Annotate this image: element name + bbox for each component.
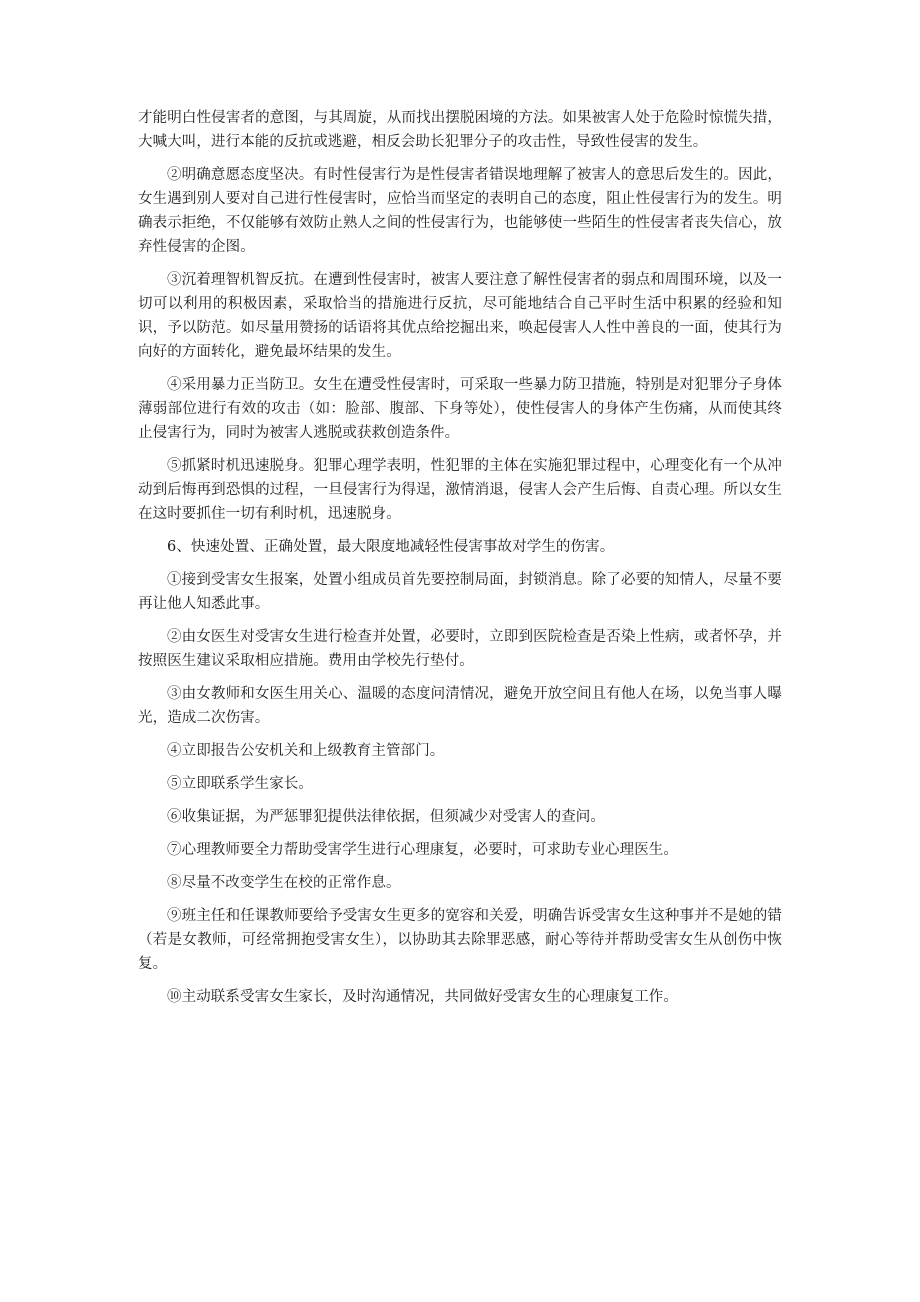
document-body — [138, 106, 782, 1018]
paragraph-item-4-self-defense: ④采用暴力正当防卫。女生在遭受性侵害时，可采取一些暴力防卫措施，特别是对犯罪分子身体薄弱部位进行有效的攻击（如：脸部、腹部、下身等处），使性侵害人的身体产生伤痛，从而使其终止侵害行为，同时为被害人逃脱或获救创造条件。 — [138, 377, 782, 441]
paragraph-step-7: ⑦心理教师要全力帮助受害学生进行心理康复，必要时，可求助专业心理医生。 — [167, 842, 678, 858]
paragraph-item-2-clear-intent: ②明确意愿态度坚决。有时性侵害行为是性侵害者错误地理解了被害人的意思后发生的。因此，女生遇到别人要对自己进行性侵害时，应恰当而坚定的表明自己的态度，阻止性侵害行为的发生。明确表示拒绝，不仅能够有效防止熟人之间的性侵害行为，也能够使一些陌生的性侵害者丧失信心，放弃性侵害的企图。 — [138, 167, 782, 255]
paragraph-continuation: 才能明白性侵害者的意图，与其周旋，从而找出摆脱困境的方法。如果被害人处于危险时惊慌失措，大喊大叫，进行本能的反抗或逃避，相反会助长犯罪分子的攻击性，导致性侵害的发生。 — [138, 110, 782, 150]
paragraph-step-8: ⑧尽量不改变学生在校的正常作息。 — [167, 875, 401, 891]
paragraph-step-9: ⑨班主任和任课教师要给予受害女生更多的宽容和关爱，明确告诉受害女生这种事并不是她的错（若是女教师，可经常拥抱受害女生），以协助其去除罪恶感，耐心等待并帮助受害女生从创伤中恢复。 — [138, 908, 782, 972]
paragraph-item-5-escape: ⑤抓紧时机迅速脱身。犯罪心理学表明，性犯罪的主体在实施犯罪过程中，心理变化有一个从冲动到后悔再到恐惧的过程，一旦侵害行为得逞，激情消退，侵害人会产生后悔、自责心理。所以女生在这时要抓住一切有利时机，迅速脱身。 — [138, 458, 782, 522]
paragraph-step-10: ⑩主动联系受害女生家长，及时沟通情况，共同做好受害女生的心理康复工作。 — [167, 989, 678, 1005]
paragraph-item-3-calm-resistance: ③沉着理智机智反抗。在遭到性侵害时，被害人要注意了解性侵害者的弱点和周围环境，以及一切可以利用的积极因素，采取恰当的措施进行反抗，尽可能地结合自己平时生活中积累的经验和知识，予以防范。如尽量用赞扬的话语将其优点给挖掘出来，唤起侵害人人性中善良的一面，使其行为向好的方面转化，避免最坏结果的发生。 — [138, 272, 782, 360]
section-heading-6: 6、快速处置、正确处置，最大限度地减轻性侵害事故对学生的伤害。 — [167, 539, 615, 555]
paragraph-step-3: ③由女教师和女医生用关心、温暖的态度问清情况，避免开放空间且有他人在场，以免当事人曝光，造成二次伤害。 — [138, 686, 782, 726]
paragraph-step-5: ⑤立即联系学生家长。 — [167, 776, 313, 792]
paragraph-step-4: ④立即报告公安机关和上级教育主管部门。 — [167, 743, 445, 759]
paragraph-step-2: ②由女医生对受害女生进行检查并处置，必要时，立即到医院检查是否染上性病，或者怀孕，并按照医生建议采取相应措施。费用由学校先行垫付。 — [138, 629, 782, 669]
paragraph-step-1: ①接到受害女生报案，处置小组成员首先要控制局面，封锁消息。除了必要的知情人，尽量不要再让他人知悉此事。 — [138, 572, 782, 612]
paragraph-step-6: ⑥收集证据，为严惩罪犯提供法律依据，但须减少对受害人的查问。 — [167, 809, 605, 825]
